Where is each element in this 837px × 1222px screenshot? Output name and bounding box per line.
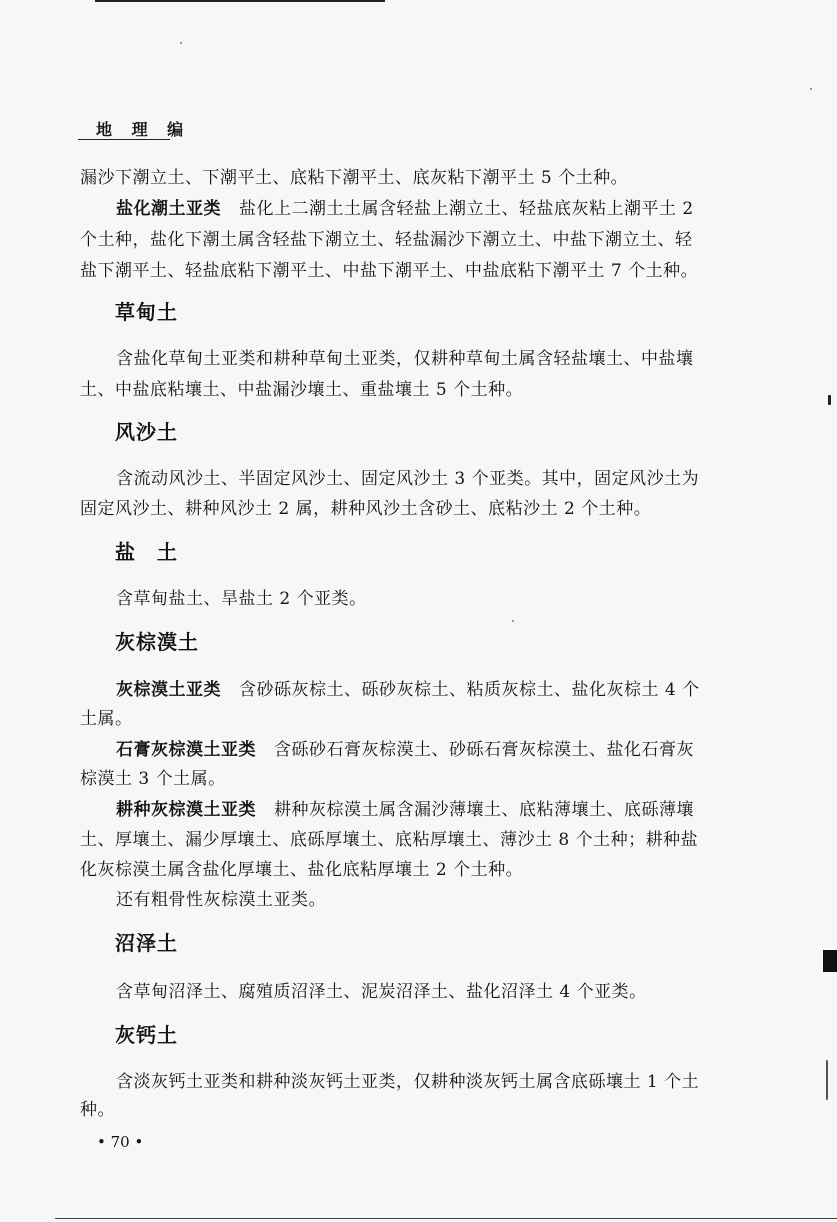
text-line: 漏沙下潮立土、下潮平土、底粘下潮平土、底灰粘下潮平土 5 个土种。: [80, 168, 629, 188]
section-heading: 盐 土: [115, 540, 178, 564]
text-line: 土属。: [80, 709, 133, 729]
scan-speck: [826, 1060, 828, 1100]
text-line: 含淡灰钙土亚类和耕种淡灰钙土亚类，仅耕种淡灰钙土属含底砾壤土 1 个土: [116, 1072, 700, 1092]
text-line: 土、厚壤土、漏少厚壤土、底砾厚壤土、底粘厚壤土、薄沙土 8 个土种；耕种盐: [80, 830, 699, 850]
text-run: 耕种灰棕漠土属含漏沙薄壤土、底粘薄壤土、底砾薄壤: [274, 800, 694, 820]
running-header: 地 理 编: [96, 120, 191, 139]
text-line: 棕漠土 3 个土属。: [80, 769, 226, 789]
text-run: 含砾砂石膏灰棕漠土、砂砾石膏灰棕漠土、盐化石膏灰: [274, 740, 694, 760]
scan-speck: [512, 620, 514, 622]
scan-speck: [828, 395, 831, 405]
subtype-heading: 盐化潮土亚类: [116, 199, 221, 219]
subtype-heading: 灰棕漠土亚类: [116, 680, 221, 700]
text-line: 固定风沙土、耕种风沙土 2 属，耕种风沙土含砂土、底粘沙土 2 个土种。: [80, 499, 652, 519]
bottom-border-line: [55, 1218, 837, 1219]
section-heading: 灰棕漠土: [115, 630, 199, 654]
scan-speck: [180, 42, 182, 44]
text-run: 盐化上二潮土土属含轻盐上潮立土、轻盐底灰粘上潮平土 2: [239, 199, 694, 219]
section-heading: 草甸土: [115, 300, 178, 324]
subtype-heading: 石膏灰棕漠土亚类: [116, 740, 256, 760]
section-heading: 风沙土: [115, 420, 178, 444]
text-line: 含盐化草甸土亚类和耕种草甸土亚类，仅耕种草甸土属含轻盐壤土、中盐壤: [116, 349, 694, 369]
text-line: [116, 680, 700, 700]
text-line: 含流动风沙土、半固定风沙土、固定风沙土 3 个亚类。其中，固定风沙土为: [116, 469, 700, 489]
text-line: 化灰棕漠土属含盐化厚壤土、盐化底粘厚壤土 2 个土种。: [80, 860, 524, 880]
text-run: 含砂砾灰棕土、砾砂灰棕土、粘质灰棕土、盐化灰棕土 4 个: [239, 680, 700, 700]
subtype-heading: 耕种灰棕漠土亚类: [116, 800, 256, 820]
scan-speck: [810, 88, 812, 90]
text-line: [116, 199, 694, 219]
text-line: 盐下潮平土、轻盐底粘下潮平土、中盐下潮平土、中盐底粘下潮平土 7 个土种。: [80, 261, 699, 281]
text-line: [116, 740, 694, 760]
text-line: 土、中盐底粘壤土、中盐漏沙壤土、重盐壤土 5 个土种。: [80, 380, 524, 400]
page-number: • 70 •: [97, 1133, 144, 1151]
section-heading: 灰钙土: [115, 1023, 178, 1047]
section-heading: 沼泽土: [115, 931, 178, 955]
text-line: 含草甸沼泽土、腐殖质沼泽土、泥炭沼泽土、盐化沼泽土 4 个亚类。: [116, 982, 647, 1002]
header-rule: [78, 139, 170, 140]
text-line: 含草甸盐土、旱盐土 2 个亚类。: [116, 589, 367, 609]
text-line: 还有粗骨性灰棕漠土亚类。: [116, 890, 326, 910]
text-line: 个土种，盐化下潮土属含轻盐下潮立土、轻盐漏沙下潮立土、中盐下潮立土、轻: [80, 230, 693, 250]
top-border-line: [95, 0, 385, 2]
text-line: 种。: [80, 1100, 115, 1120]
text-line: [116, 800, 694, 820]
scan-edge-mark: [823, 950, 837, 972]
